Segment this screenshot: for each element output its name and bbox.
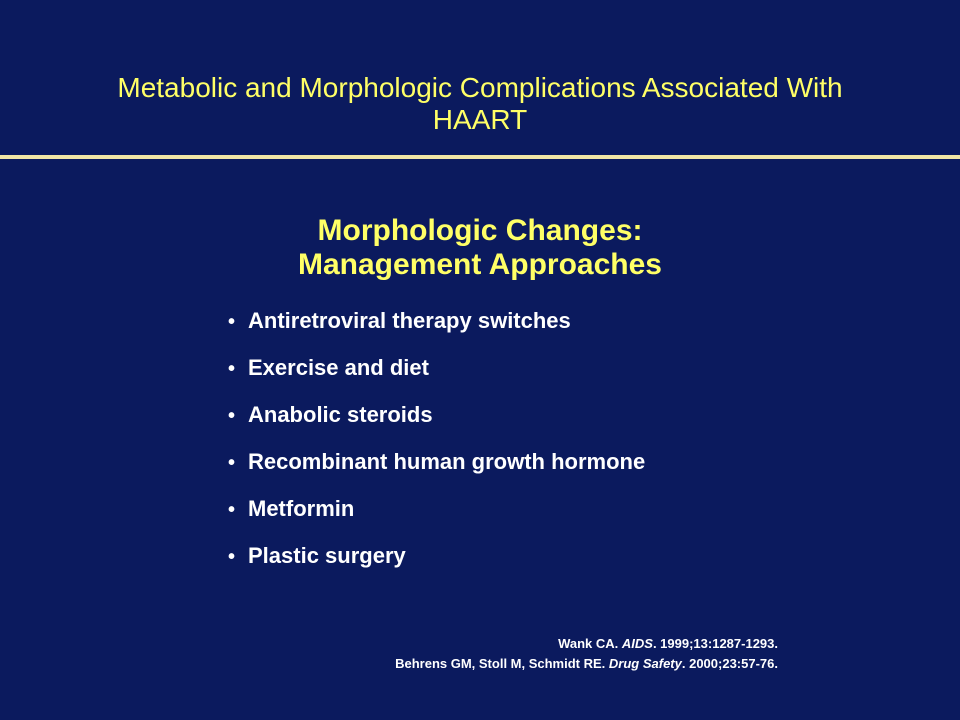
page-title-line-1: Metabolic and Morphologic Complications Associated With — [117, 72, 843, 103]
list-item — [228, 355, 645, 402]
list-item-label: Recombinant human growth hormone — [248, 449, 646, 474]
page-title-line-2: HAART — [432, 104, 528, 135]
bullet-icon: • — [228, 311, 236, 333]
list-item — [228, 402, 645, 449]
citation-journal: Drug Safety — [608, 656, 682, 671]
citations — [395, 634, 778, 674]
bullet-icon: • — [228, 405, 236, 427]
bullet-icon: • — [228, 546, 236, 568]
citation-authors: Wank CA. — [558, 636, 622, 651]
list-item-label: Anabolic steroids — [248, 402, 433, 427]
citation-details: . 1999;13:1287-1293. — [652, 636, 778, 651]
list-item-label: Antiretroviral therapy switches — [248, 308, 571, 333]
list-item — [228, 449, 645, 496]
slide-heading-line-2: Management Approaches — [298, 248, 662, 281]
bullet-list — [228, 308, 645, 590]
list-item — [228, 308, 645, 355]
page-title — [40, 72, 920, 136]
slide-heading — [240, 214, 720, 282]
bullet-icon: • — [228, 499, 236, 521]
bullet-icon: • — [228, 358, 236, 380]
citation-line — [395, 634, 778, 654]
list-item-label: Plastic surgery — [248, 543, 406, 568]
list-item — [228, 496, 645, 543]
citation-journal: AIDS — [621, 636, 653, 651]
citation-authors: Behrens GM, Stoll M, Schmidt RE. — [395, 656, 609, 671]
header-divider — [0, 155, 960, 159]
list-item-label: Exercise and diet — [248, 355, 429, 380]
slide-heading-line-1: Morphologic Changes: — [317, 214, 643, 247]
list-item-label: Metformin — [248, 496, 355, 521]
list-item — [228, 543, 645, 590]
bullet-icon: • — [228, 452, 236, 474]
citation-details: . 2000;23:57-76. — [681, 656, 778, 671]
citation-line — [395, 654, 778, 674]
